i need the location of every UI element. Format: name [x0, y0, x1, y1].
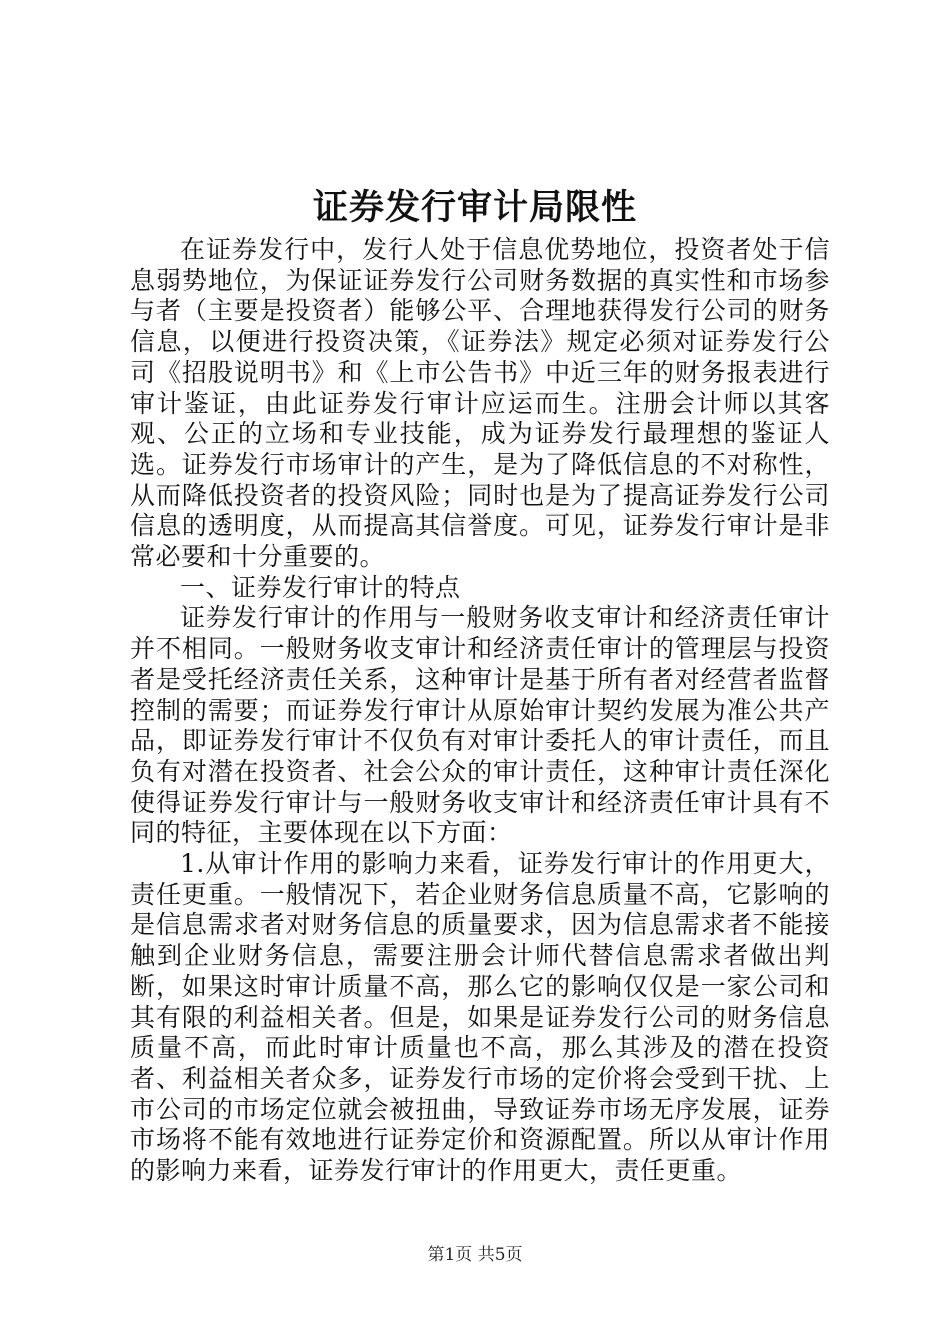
intro-paragraph: 在证券发行中，发行人处于信息优势地位，投资者处于信息弱势地位，为保证证券发行公司财务数据的真实性和市场参与者（主要是投资者）能够公平、合理地获得发行公司的财务信息，以便进行投资决策，《证券法》规定必须对证券发行公司《招股说明书》和《上市公告书》中近三年的财务报表进行审计鉴证，由此证券发行审计应运而生。注册会计师以其客观、公正的立场和专业技能，成为证券发行最理想的鉴证人选。证券发行市场审计的产生，是为了降低信息的不对称性，从而降低投资者的投资风险；同时也是为了提高证券发行公司信息的透明度，从而提高其信誉度。可见，证券发行审计是非常必要和十分重要的。: [130, 235, 830, 572]
body-paragraph: 证券发行审计的作用与一般财务收支审计和经济责任审计并不相同。一般财务收支审计和经济责任审计的管理层与投资者是受托经济责任关系，这种审计是基于所有者对经营者监督控制的需要；而证券发行审计从原始审计契约发展为准公共产品，即证券发行审计不仅负有对审计委托人的审计责任，而且负有对潜在投资者、社会公众的审计责任，这种审计责任深化使得证券发行审计与一般财务收支审计和经济责任审计具有不同的特征，主要体现在以下方面：: [130, 603, 830, 848]
section-heading: 一、证券发行审计的特点: [180, 572, 461, 602]
page-number-footer: 第1页 共5页: [427, 1245, 523, 1265]
document-body: [130, 235, 830, 1187]
document-title: 证券发行审计局限性: [312, 187, 637, 228]
body-paragraph: 1.从审计作用的影响力来看，证券发行审计的作用更大，责任更重。一般情况下，若企业财务信息质量不高，它影响的是信息需求者对财务信息的质量要求，因为信息需求者不能接触到企业财务信息，需要注册会计师代替信息需求者做出判断，如果这时审计质量不高，那么它的影响仅仅是一家公司和其有限的利益相关者。但是，如果是证券发行公司的财务信息质量不高，而此时审计质量也不高，那么其涉及的潜在投资者、利益相关者众多，证券发行市场的定价将会受到干扰、上市公司的市场定位就会被扭曲，导致证券市场无序发展，证券市场将不能有效地进行证券定价和资源配置。所以从审计作用的影响力来看，证券发行审计的作用更大，责任更重。: [130, 849, 830, 1186]
